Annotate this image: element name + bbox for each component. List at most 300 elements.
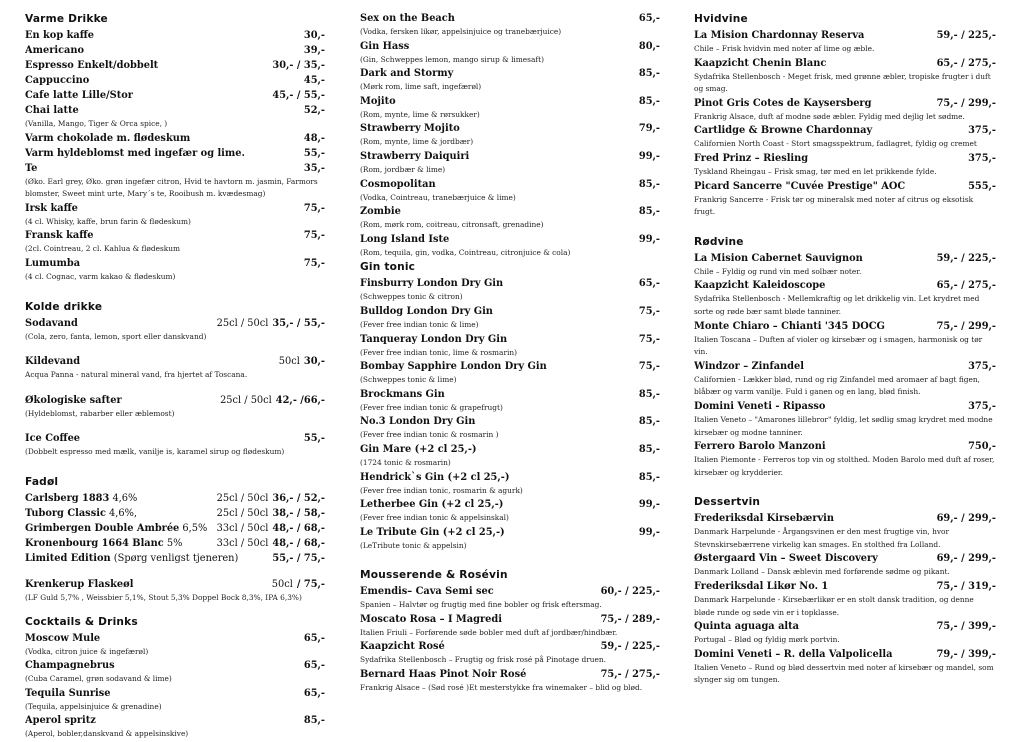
menu-item-row	[360, 40, 660, 54]
menu-item	[360, 526, 660, 553]
item-price: 80,-	[638, 40, 660, 52]
menu-item	[694, 279, 996, 318]
item-price: 65,-	[303, 660, 325, 672]
item-description: (Vodka, citron juice & ingefærøl)	[25, 646, 149, 656]
item-name-text: Varm chokolade m. flødeskum	[25, 132, 191, 144]
menu-item	[25, 229, 325, 256]
menu-item	[694, 400, 996, 439]
item-name-text: Le Tribute Gin (+2 cl 25,-)	[360, 526, 505, 538]
item-price: 75,- / 299,-	[936, 320, 996, 332]
item-name-text: No.3 London Dry Gin	[360, 416, 476, 428]
menu-item-row	[694, 400, 996, 414]
menu-item-row	[25, 659, 325, 673]
menu-item-row	[694, 29, 996, 43]
menu-item	[25, 162, 325, 201]
item-name-text: Sex on the Beach	[360, 13, 455, 24]
item-price: 38,- / 58,-	[272, 507, 325, 519]
item-description: Frankrig Sancerre - Frisk tør og mineralsk med noter af citrus og eksotisk frugt.	[694, 194, 974, 217]
item-price: 750,-	[968, 441, 996, 453]
item-price: 65,-	[303, 632, 325, 644]
menu-item-row	[25, 29, 325, 43]
item-name-text: Fransk kaffe	[25, 230, 94, 242]
menu-item	[360, 333, 660, 360]
item-name-text: Zombie	[360, 206, 401, 218]
item-price: 555,-	[968, 180, 996, 192]
item-price: 75,-	[638, 305, 660, 317]
item-description: (Vodka, fersken likør, appelsinjuice og tranebærjuice)	[360, 27, 562, 36]
menu-item-row	[25, 394, 325, 408]
item-description: (Cola, zero, fanta, lemon, sport eller danskvand)	[25, 331, 207, 341]
item-description: (Aperol, bobler,danskvand & appelsinskive)	[25, 729, 189, 739]
menu-item-row	[25, 202, 325, 216]
item-name	[25, 687, 304, 701]
item-name-text: Strawberry Mojito	[360, 123, 460, 135]
menu-item-row	[360, 305, 660, 319]
item-name-text: Bombay Sapphire London Dry Gin	[360, 361, 547, 373]
item-description: (Dobbelt espresso med mælk, vanilje is, karamel sirup og flødeskum)	[25, 447, 285, 457]
item-name	[360, 122, 639, 136]
item-name	[694, 580, 937, 594]
item-price: 79,- / 399,-	[936, 648, 996, 660]
menu-item-row	[25, 578, 325, 592]
item-price: 65,-	[638, 278, 660, 290]
menu-item-row	[25, 537, 325, 551]
item-name	[360, 640, 601, 654]
item-name-text: Irsk kaffe	[25, 202, 78, 214]
menu-item-row	[694, 320, 996, 334]
item-price: 85,-	[638, 206, 660, 218]
item-price: 65,-	[638, 13, 660, 24]
item-name	[25, 432, 304, 446]
item-price: 55,-	[303, 433, 325, 445]
menu-item-row	[25, 687, 325, 701]
item-description: Frankrig Alsace – (Sød rosé )Et mesterstykke fra winemaker – blid og blød.	[360, 683, 643, 693]
item-name-text: Kildevand	[25, 356, 81, 368]
item-name-text: Strawberry Daiquiri	[360, 150, 470, 162]
menu-item-row	[360, 95, 660, 109]
menu-item-row	[694, 279, 996, 293]
menu-item-row	[694, 552, 996, 566]
item-name-text: La Mision Cabernet Sauvignon	[694, 252, 863, 264]
item-name-text: Te	[25, 162, 38, 174]
menu-item	[360, 498, 660, 525]
item-name-text: Letherbee Gin (+2 cl 25,-)	[360, 499, 504, 511]
item-name-text: Ferrero Barolo Manzoni	[694, 441, 826, 453]
item-name	[25, 74, 304, 88]
menu-item	[25, 44, 325, 58]
item-description: (Gin, Schweppes lemon, mango sirup & limesaft)	[360, 54, 544, 64]
menu-item	[360, 585, 660, 612]
menu-item-row	[694, 152, 996, 166]
item-name-text: Sodavand	[25, 317, 78, 329]
item-name	[360, 12, 639, 26]
menu-item-row	[360, 178, 660, 192]
item-name	[25, 44, 304, 58]
menu-item	[25, 578, 325, 605]
item-description: Danmark Harpelunde - Kirsebærlikør er en stolt dansk tradition, og denne bløde runde og søde vin er i topklasse.	[694, 595, 974, 617]
menu-item	[25, 552, 325, 566]
item-description: (Fever free indian tonic, rosmarin & agurk)	[360, 485, 523, 495]
item-description: Sydafrika Stellenbosch - Mellemkraftig og let drikkelig vin. Let krydret med sorte og røde bær samt bløde tanniner.	[694, 294, 980, 316]
item-name-text: Hendrick`s Gin (+2 cl 25,-)	[360, 471, 510, 483]
item-description: (Rom, mørk rom, coitreau, citronsaft, grenadine)	[360, 220, 544, 230]
item-price: 65,- / 275,-	[936, 57, 996, 69]
item-name-text: Brockmans Gin	[360, 388, 445, 400]
item-name-text: En kop kaffe	[25, 30, 94, 41]
item-name	[25, 394, 220, 408]
menu-item	[694, 180, 996, 219]
menu-item	[694, 320, 996, 359]
menu-item-row	[694, 124, 996, 138]
section-title: Fadøl	[25, 475, 59, 488]
item-name-text: Grimbergen Double Ambrée	[25, 522, 180, 534]
item-name-text: Limited Edition	[25, 552, 111, 564]
item-name-text: Tequila Sunrise	[25, 687, 111, 699]
item-name	[25, 507, 217, 521]
item-name-text: Monte Chiaro – Chianti '345 DOCG	[694, 320, 885, 332]
item-name	[25, 29, 304, 43]
menu-item-row	[694, 180, 996, 194]
menu-item	[360, 471, 660, 498]
menu-column-2	[360, 12, 660, 696]
menu-item	[25, 687, 325, 714]
menu-column-1	[25, 12, 325, 742]
menu-item	[360, 122, 660, 149]
item-name	[360, 498, 639, 512]
menu-item-row	[25, 44, 325, 58]
item-description: Californien North Coast - Stort smagsspektrum, fadlagret, fyldig og cremet	[694, 139, 977, 149]
menu-item-row	[360, 526, 660, 540]
item-name	[694, 552, 937, 566]
item-name	[694, 320, 937, 334]
item-name-text: Krenkerup Flaskeøl	[25, 578, 134, 590]
item-name-text: Moscato Rosa – I Magredi	[360, 613, 502, 625]
menu-section-varme-drikke	[25, 12, 325, 284]
item-price: 60,- / 225,-	[600, 586, 660, 598]
item-size: 25cl / 50cl	[216, 507, 269, 519]
menu-item	[694, 552, 996, 579]
item-name-text: Mojito	[360, 95, 396, 107]
menu-item-row	[694, 512, 996, 526]
item-name-text: Cosmopolitan	[360, 178, 436, 190]
menu-item-row	[25, 59, 325, 73]
item-description: Italien Friuli – Forførende søde bobler med duft af jordbær/hindbær.	[360, 627, 618, 637]
menu-item-row	[25, 257, 325, 271]
menu-item-row	[694, 620, 996, 634]
item-name	[360, 333, 639, 347]
item-name	[694, 124, 968, 138]
item-detail: (Spørg venligst tjeneren)	[110, 552, 239, 564]
item-description: Italien Toscana – Duften af violer og kirsebær og i smagen, harmonisk og tør vin.	[694, 334, 983, 357]
item-name	[25, 132, 304, 146]
menu-item-row	[360, 277, 660, 291]
menu-item	[360, 415, 660, 442]
menu-item	[360, 205, 660, 232]
menu-item	[360, 388, 660, 415]
item-price: 99,-	[638, 233, 660, 245]
menu-item-row	[360, 388, 660, 402]
menu-item-row	[360, 613, 660, 627]
item-description: Acqua Panna - natural mineral vand, fra hjertet af Toscana.	[25, 370, 248, 380]
menu-item-row	[360, 12, 660, 26]
menu-item-row	[25, 317, 325, 331]
item-description: (Vodka, Cointreau, tranebærjuice & lime)	[360, 192, 516, 202]
item-name-text: Ice Coffee	[25, 433, 81, 445]
item-name	[360, 178, 639, 192]
menu-item-row	[25, 432, 325, 446]
item-price: 69,- / 299,-	[936, 513, 996, 525]
menu-item	[25, 507, 325, 521]
item-name-text: Long Island Iste	[360, 233, 450, 245]
menu-item-row	[694, 57, 996, 71]
item-name	[360, 150, 639, 164]
menu-item	[25, 659, 325, 686]
menu-item-row	[360, 233, 660, 247]
item-description: (Rom, mynte, lime & jordbær)	[360, 137, 474, 147]
section-title: Cocktails & Drinks	[25, 615, 138, 628]
section-title: Rødvine	[694, 235, 744, 248]
item-name	[25, 522, 217, 536]
item-name-text: Dark and Stormy	[360, 68, 454, 80]
item-price: 65,-	[303, 687, 325, 699]
menu-item	[25, 257, 325, 284]
menu-item-row	[360, 443, 660, 457]
menu-column-3	[694, 12, 996, 688]
item-name	[694, 57, 937, 71]
item-description: Chile – Frisk hvidvin med noter af lime og æble.	[694, 44, 875, 53]
item-size: 25cl / 50cl	[216, 492, 269, 504]
menu-section-cocktails-drinks	[25, 615, 325, 741]
menu-item	[25, 29, 325, 43]
item-price: 48,- / 68,-	[272, 522, 325, 534]
item-price: 85,-	[303, 715, 325, 727]
item-description: Frankrig Alsace, duft af modne søde æbler. Fyldig med dejlig let sødme.	[694, 111, 965, 121]
item-name-text: Kaapzicht Kaleidoscope	[694, 280, 826, 292]
menu-item-row	[360, 360, 660, 374]
menu-item	[360, 178, 660, 205]
section-title: Hvidvine	[694, 13, 748, 25]
item-price: 99,-	[638, 499, 660, 511]
item-detail: 4,6%,	[105, 507, 138, 519]
menu-section-mousserende-rose-vin	[360, 568, 660, 694]
item-size: 50cl	[278, 356, 300, 368]
item-name	[694, 512, 937, 526]
menu-section-hvidvine	[694, 12, 996, 219]
item-name-text: Cafe latte Lille/Stor	[25, 90, 133, 101]
item-description: Sydafrika Stellenbosch – Frugtig og frisk rosé på Pinotage druen.	[360, 655, 606, 665]
item-name-text: Cartlidge & Browne Chardonnay	[694, 125, 873, 137]
menu-item	[694, 648, 996, 687]
item-name-text: Americano	[25, 45, 85, 56]
item-price: 65,- / 275,-	[936, 280, 996, 292]
item-name	[360, 233, 639, 247]
item-name	[25, 714, 304, 728]
item-price: 75,- / 275,-	[600, 669, 660, 681]
item-description: (Fever free indian tonic & grapefrugt)	[360, 402, 503, 412]
item-name	[25, 578, 272, 592]
item-name-text: Tuborg Classic	[25, 507, 106, 519]
item-price: 42,- /66,-	[275, 394, 325, 406]
menu-item	[694, 440, 996, 479]
item-price: 75,- / 399,-	[936, 621, 996, 633]
menu-item	[360, 150, 660, 177]
item-price: 39,-	[303, 45, 325, 56]
menu-item-row	[360, 498, 660, 512]
item-name	[360, 388, 639, 402]
item-description: (Fever free indian tonic & appelsinskal)	[360, 513, 509, 523]
item-name	[25, 229, 304, 243]
item-price: 36,- / 52,-	[272, 492, 325, 504]
item-name	[360, 205, 639, 219]
item-price: 85,-	[638, 178, 660, 190]
item-description: (Vanilla, Mango, Tiger & Orca spice, )	[25, 119, 168, 128]
menu-item	[360, 640, 660, 667]
menu-item-row	[25, 104, 325, 118]
menu-item-row	[25, 89, 325, 103]
item-name-text: Lumumba	[25, 257, 81, 269]
menu-item-row	[25, 74, 325, 88]
item-price: 35,-	[303, 162, 325, 174]
item-name-text: Bernard Haas Pinot Noir Rosé	[360, 669, 527, 681]
item-name	[360, 305, 639, 319]
menu-item-row	[25, 522, 325, 536]
menu-section-gin-tonic	[360, 260, 660, 552]
item-name	[360, 67, 639, 81]
menu-item	[25, 432, 325, 459]
item-name-text: Frederiksdal Kirsebærvin	[694, 513, 835, 525]
menu-section-r-dvine	[694, 235, 996, 480]
menu-item-row	[360, 122, 660, 136]
item-name-text: Økologiske safter	[25, 394, 122, 406]
menu-item	[25, 59, 325, 73]
menu-item-row	[694, 360, 996, 374]
item-price: / 75,-	[296, 578, 325, 590]
item-price: 30,- / 35,-	[272, 60, 325, 71]
item-price: 48,-	[303, 132, 325, 144]
menu-item-row	[25, 229, 325, 243]
menu-item-row	[25, 355, 325, 369]
item-name	[694, 360, 968, 374]
menu-item	[694, 152, 996, 179]
menu-item	[25, 355, 325, 382]
menu-item-row	[694, 97, 996, 111]
item-price: 85,-	[638, 443, 660, 455]
item-description: Italien Piemonte - Ferreros top vin og stolthed. Moden Barolo med duft af roser, kirsebær og krydderier.	[694, 455, 995, 477]
item-price: 85,-	[638, 68, 660, 80]
item-name-text: Cappuccino	[25, 75, 90, 86]
item-name	[694, 29, 937, 43]
menu-item-row	[360, 205, 660, 219]
item-price: 75,-	[303, 230, 325, 242]
item-description: (Schweppes tonic & lime)	[360, 375, 457, 385]
item-name	[360, 415, 639, 429]
section-title: Gin tonic	[360, 261, 416, 274]
item-name-text: Finsburry London Dry Gin	[360, 278, 504, 290]
menu-item-row	[694, 648, 996, 662]
item-price: 75,- / 319,-	[936, 581, 996, 593]
item-price: 375,-	[968, 152, 996, 164]
item-price: 59,- / 225,-	[600, 641, 660, 653]
menu-item-row	[25, 507, 325, 521]
menu-item	[25, 492, 325, 506]
menu-item-row	[25, 632, 325, 646]
menu-item-row	[25, 132, 325, 146]
item-description: (Schweppes tonic & citron)	[360, 292, 463, 302]
menu-item	[360, 668, 660, 695]
item-name	[25, 59, 272, 73]
item-price: 375,-	[968, 400, 996, 412]
menu-item	[360, 360, 660, 387]
menu-item-row	[694, 252, 996, 266]
menu-item-row	[25, 147, 325, 161]
menu-item	[694, 124, 996, 151]
menu-item	[360, 443, 660, 470]
menu-item	[694, 620, 996, 647]
menu-item-row	[360, 471, 660, 485]
menu-item	[694, 57, 996, 96]
menu-item	[25, 132, 325, 146]
item-size: 25cl / 50cl	[216, 317, 269, 329]
item-description: (Fever free indian tonic, lime & rosmarin)	[360, 347, 518, 357]
item-name	[694, 648, 937, 662]
item-name-text: Varm hyldeblomst med ingefær og lime.	[25, 147, 245, 159]
item-price: 85,-	[638, 416, 660, 428]
menu-item	[360, 233, 660, 260]
item-price: 85,-	[638, 388, 660, 400]
item-description: (LeTribute tonic & appelsin)	[360, 540, 467, 550]
item-description: (Rom, mynte, lime & rørsukker)	[360, 109, 480, 119]
item-description: (1724 tonic & rosmarin)	[360, 457, 451, 467]
item-name-text: Kaapzicht Rosé	[360, 641, 445, 653]
item-name-text: Kaapzicht Chenin Blanc	[694, 57, 827, 69]
menu-item	[25, 202, 325, 229]
section-title: Mousserende & Rosévin	[360, 569, 508, 582]
item-price: 75,-	[303, 257, 325, 269]
menu-item-row	[694, 580, 996, 594]
menu-item	[694, 512, 996, 551]
item-description: (Tequila, appelsinjuice & grenadine)	[25, 701, 162, 711]
item-description: (Fever free indian tonic & lime)	[360, 319, 479, 329]
item-name	[360, 526, 639, 540]
item-name	[25, 355, 279, 369]
item-name	[694, 620, 937, 634]
item-name	[25, 317, 217, 331]
item-description: Chile – Fyldig og rund vin med solbær noter.	[694, 266, 862, 276]
item-price: 85,-	[638, 95, 660, 107]
menu-section-fad-l	[25, 475, 325, 605]
menu-item	[25, 394, 325, 421]
item-price: 52,-	[303, 105, 325, 116]
item-name	[360, 585, 601, 599]
menu-item-row	[694, 440, 996, 454]
item-name-text: Moscow Mule	[25, 632, 101, 644]
item-name	[25, 537, 217, 551]
menu-item-row	[360, 640, 660, 654]
item-name-text: Champagnebrus	[25, 660, 115, 672]
item-price: 69,- / 299,-	[936, 553, 996, 565]
item-detail: 5%	[163, 537, 183, 549]
item-name-text: Espresso Enkelt/dobbelt	[25, 60, 159, 71]
item-description: (Rom, tequila, gin, vodka, Cointreau, citronjuice & cola)	[360, 247, 571, 257]
menu-item-row	[360, 585, 660, 599]
item-description: (Hyldeblomst, rabarber eller æblemost)	[25, 408, 175, 418]
item-price: 375,-	[968, 125, 996, 137]
menu-item	[25, 537, 325, 551]
item-price: 59,- / 225,-	[936, 30, 996, 41]
item-name	[694, 152, 968, 166]
item-detail: 4,6%	[109, 492, 138, 504]
menu-item	[694, 252, 996, 279]
